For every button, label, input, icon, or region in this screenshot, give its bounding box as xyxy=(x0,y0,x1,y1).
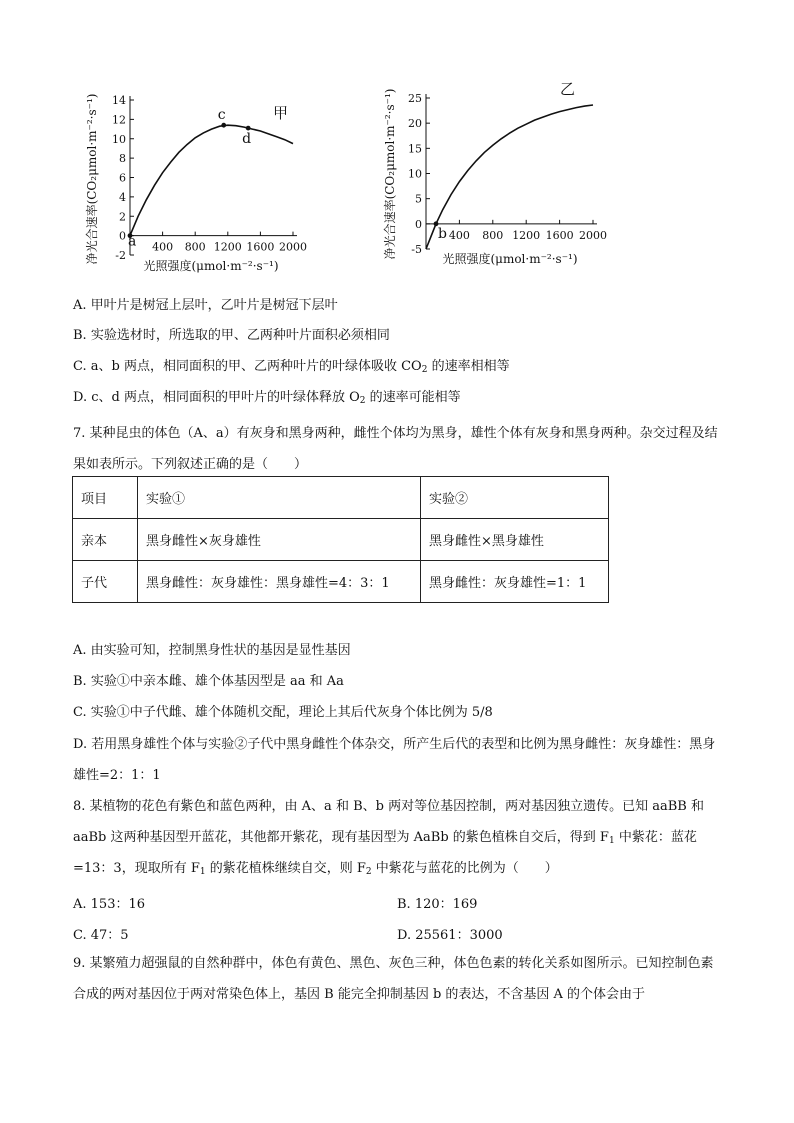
q6-option-c-sub: 2 xyxy=(421,365,428,375)
y-tick-label: 12 xyxy=(112,113,126,127)
chart-yi-svg xyxy=(380,76,620,276)
q7-stem: 7. 某种昆虫的体色（A、a）有灰身和黑身两种，雌性个体均为黑身，雄性个体有灰身和黑身两种。杂交过程及结果如表所示。下列叙述正确的是（ ） xyxy=(73,426,718,472)
y-axis-label: 净光合速率(CO₂μmol·m⁻²·s⁻¹) xyxy=(383,88,397,260)
y-tick-label: 15 xyxy=(408,142,422,156)
q8-stem xyxy=(73,791,723,884)
y-tick-label: -5 xyxy=(411,243,422,256)
q8-stem-text: 中紫花：蓝花=13：3，现取所有 F xyxy=(73,830,697,876)
q8-stem-text: 的紫花植株继续自交，则 F xyxy=(205,861,366,876)
q6-option-d-text: D. c、d 两点，相同面积的甲叶片的叶绿体释放 O xyxy=(73,390,360,405)
y-tick-label: 14 xyxy=(112,94,126,107)
q8-sub: 2 xyxy=(365,867,372,877)
x-axis-label: 光照强度(μmol·m⁻²·s⁻¹) xyxy=(143,259,279,273)
q8-stem-text: 8. 某植物的花色有紫色和蓝色两种，由 A、a 和 B、b 两对等位基因控制，两对基因独立遗传。已知 aaBB 和 aaBb 这两种基因型开蓝花，其他都开紫花，现有基因型为 AaBb 的紫色植株自交后，得到 F xyxy=(73,799,704,845)
table-cell: 黑身雌性×灰身雄性 xyxy=(138,519,421,561)
table-row xyxy=(73,477,609,519)
chart-yi xyxy=(380,76,620,276)
q6-option-d-text-end: 的速率可能相等 xyxy=(365,390,461,405)
q6-option-c-text: C. a、b 两点，相同面积的甲、乙两种叶片的叶绿体吸收 CO xyxy=(73,359,422,374)
table-header-cell: 实验① xyxy=(138,477,421,519)
q6-option-d xyxy=(73,388,461,408)
point-label: b xyxy=(438,225,447,242)
q7-option-c: C. 实验①中子代雌、雄个体随机交配，理论上其后代灰身个体比例为 5/8 xyxy=(73,705,493,720)
q8-option-d: D. 25561：3000 xyxy=(397,928,503,943)
data-line xyxy=(426,105,593,249)
x-tick-label: 2000 xyxy=(579,228,607,242)
point-label: c xyxy=(217,107,226,124)
q6-option-c-text-end: 的速率相相等 xyxy=(427,359,510,374)
y-tick-label: 4 xyxy=(119,190,126,204)
y-tick-label: 8 xyxy=(119,152,126,166)
q8-option-a: A. 153：16 xyxy=(73,897,146,912)
x-tick-label: 400 xyxy=(152,240,174,254)
q8-stem-text: 中紫花与蓝花的比例为（ ） xyxy=(371,861,558,876)
q7-option-d: D. 若用黑身雄性个体与实验②子代中黑身雌性个体杂交，所产生后代的表型和比例为黑身雌性：灰身雄性：黑身雄性=2：1：1 xyxy=(73,737,716,783)
table-header-cell: 实验② xyxy=(421,477,609,519)
y-tick-label: 10 xyxy=(408,167,422,181)
q7-option-a: A. 由实验可知，控制黑身性状的基因是显性基因 xyxy=(73,643,351,658)
data-point xyxy=(246,126,251,131)
x-tick-label: 2000 xyxy=(279,240,307,254)
y-tick-label: 10 xyxy=(112,132,126,146)
x-tick-label: 1200 xyxy=(512,228,541,242)
point-label: a xyxy=(128,233,137,250)
table-header-cell: 项目 xyxy=(73,477,138,519)
table-cell: 黑身雌性×黑身雄性 xyxy=(421,519,609,561)
table-row xyxy=(73,519,609,561)
q7-table xyxy=(72,476,609,603)
y-tick-label: -2 xyxy=(115,249,126,262)
table-row xyxy=(73,561,609,603)
x-tick-label: 1200 xyxy=(213,240,242,254)
x-tick-label: 800 xyxy=(482,228,504,242)
table-cell: 亲本 xyxy=(73,519,138,561)
q9-stem: 9. 某繁殖力超强鼠的自然种群中，体色有黄色、黑色、灰色三种，体色色素的转化关系如图所示。已知控制色素合成的两对基因位于两对常染色体上，基因 B 能完全抑制基因 b 的表达，不含基因 A 的个体会由于 xyxy=(73,956,714,1002)
series-label: 甲 xyxy=(273,104,289,122)
chart-jia-svg xyxy=(80,84,310,284)
x-tick-label: 400 xyxy=(448,228,470,242)
y-tick-label: 0 xyxy=(415,217,422,231)
y-tick-label: 6 xyxy=(119,171,126,185)
y-tick-label: 5 xyxy=(415,192,422,206)
x-tick-label: 1600 xyxy=(246,240,275,254)
y-tick-label: 25 xyxy=(408,92,422,105)
y-tick-label: 0 xyxy=(119,229,126,243)
q6-option-c xyxy=(73,357,510,377)
q8-option-c: C. 47：5 xyxy=(73,928,129,943)
y-tick-label: 20 xyxy=(408,117,422,131)
data-point xyxy=(221,123,226,128)
q8-sub: 1 xyxy=(608,836,615,846)
series-label: 乙 xyxy=(560,80,576,98)
q6-option-a: A. 甲叶片是树冠上层叶，乙叶片是树冠下层叶 xyxy=(73,298,338,313)
q8-sub: 1 xyxy=(199,867,206,877)
q6-option-b: B. 实验选材时，所选取的甲、乙两种叶片面积必须相同 xyxy=(73,328,390,343)
table-cell: 子代 xyxy=(73,561,138,603)
chart-jia xyxy=(80,84,310,284)
q6-option-d-sub: 2 xyxy=(359,396,366,406)
table-cell: 黑身雌性：灰身雄性：黑身雄性=4：3：1 xyxy=(138,561,421,603)
q8-option-b: B. 120：169 xyxy=(397,897,478,912)
y-tick-label: 2 xyxy=(119,210,126,224)
x-tick-label: 800 xyxy=(184,240,206,254)
x-axis-label: 光照强度(μmol·m⁻²·s⁻¹) xyxy=(442,252,578,266)
y-axis-label: 净光合速率(CO₂μmol·m⁻²·s⁻¹) xyxy=(85,93,99,265)
x-tick-label: 1600 xyxy=(545,228,574,242)
data-line xyxy=(130,125,293,235)
point-label: d xyxy=(242,131,252,148)
table-cell: 黑身雌性：灰身雄性=1：1 xyxy=(421,561,609,603)
q7-option-b: B. 实验①中亲本雌、雄个体基因型是 aa 和 Aa xyxy=(73,674,344,689)
